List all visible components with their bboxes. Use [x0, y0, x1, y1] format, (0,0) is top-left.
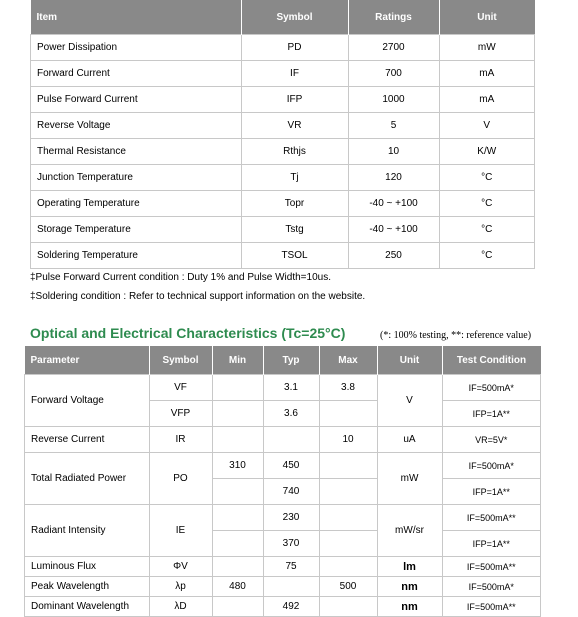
- cell-unit: mW/sr: [377, 505, 442, 557]
- cell-item: Pulse Forward Current: [31, 87, 242, 113]
- cell-typ: 230: [263, 505, 319, 531]
- optical-electrical-characteristics-table: [24, 346, 541, 617]
- cell-test-condition: IF=500mA*: [442, 577, 541, 597]
- cell-symbol: ΦV: [149, 557, 212, 577]
- cell-symbol: PO: [149, 453, 212, 505]
- cell-typ: 3.1: [263, 375, 319, 401]
- cell-max: [319, 479, 377, 505]
- cell-rating: -40 ~ +100: [348, 191, 439, 217]
- cell-test-condition: IF=500mA**: [442, 557, 541, 577]
- column-header-test-condition: Test Condition: [442, 346, 541, 375]
- cell-parameter: Luminous Flux: [25, 557, 150, 577]
- cell-typ: 3.6: [263, 401, 319, 427]
- cell-item: Thermal Resistance: [31, 139, 242, 165]
- cell-unit: nm: [377, 597, 442, 617]
- column-header-max: Max: [319, 346, 377, 375]
- cell-max: [319, 557, 377, 577]
- cell-parameter: Forward Voltage: [25, 375, 150, 427]
- cell-symbol: Rthjs: [241, 139, 348, 165]
- cell-rating: 2700: [348, 35, 439, 61]
- cell-item: Reverse Voltage: [31, 113, 242, 139]
- column-header-typ: Typ: [263, 346, 319, 375]
- column-header-ratings: Ratings: [348, 0, 439, 35]
- cell-typ: 370: [263, 531, 319, 557]
- cell-symbol: Topr: [241, 191, 348, 217]
- cell-test-condition: IF=500mA*: [442, 453, 541, 479]
- cell-symbol: λp: [149, 577, 212, 597]
- cell-typ: 450: [263, 453, 319, 479]
- cell-symbol: TSOL: [241, 243, 348, 269]
- column-header-unit: Unit: [377, 346, 442, 375]
- cell-item: Power Dissipation: [31, 35, 242, 61]
- cell-min: [212, 557, 263, 577]
- cell-unit: nm: [377, 577, 442, 597]
- cell-max: [319, 531, 377, 557]
- cell-symbol: VR: [241, 113, 348, 139]
- table-row: [31, 165, 535, 191]
- cell-symbol: PD: [241, 35, 348, 61]
- cell-min: [212, 427, 263, 453]
- cell-parameter: Reverse Current: [25, 427, 150, 453]
- cell-unit: lm: [377, 557, 442, 577]
- cell-max: [319, 505, 377, 531]
- cell-unit: °C: [439, 217, 535, 243]
- table-row: [31, 61, 535, 87]
- soldering-note: ‡Soldering condition : Refer to technical support information on the website.: [30, 291, 366, 302]
- cell-item: Soldering Temperature: [31, 243, 242, 269]
- table-row: [31, 191, 535, 217]
- cell-unit: °C: [439, 243, 535, 269]
- column-header-item: Item: [31, 0, 242, 35]
- cell-parameter: Total Radiated Power: [25, 453, 150, 505]
- cell-symbol: Tstg: [241, 217, 348, 243]
- cell-rating: 120: [348, 165, 439, 191]
- cell-item: Operating Temperature: [31, 191, 242, 217]
- column-header-symbol: Symbol: [149, 346, 212, 375]
- cell-parameter: Radiant Intensity: [25, 505, 150, 557]
- cell-rating: 250: [348, 243, 439, 269]
- table-row: [25, 375, 541, 401]
- testing-legend-note: (*: 100% testing, **: reference value): [380, 330, 532, 341]
- cell-typ: 75: [263, 557, 319, 577]
- pulse-current-note: ‡Pulse Forward Current condition : Duty 1% and Pulse Width=10us.: [30, 272, 331, 283]
- cell-test-condition: IFP=1A**: [442, 479, 541, 505]
- table-row: [31, 243, 535, 269]
- cell-typ: 492: [263, 597, 319, 617]
- cell-symbol: Tj: [241, 165, 348, 191]
- cell-symbol: λD: [149, 597, 212, 617]
- cell-typ: [263, 577, 319, 597]
- column-header-symbol: Symbol: [241, 0, 348, 35]
- cell-test-condition: IFP=1A**: [442, 531, 541, 557]
- absolute-maximum-ratings-table: [30, 0, 535, 269]
- cell-max: [319, 453, 377, 479]
- cell-min: 310: [212, 453, 263, 479]
- table-row: [31, 113, 535, 139]
- cell-test-condition: VR=5V*: [442, 427, 541, 453]
- cell-rating: 1000: [348, 87, 439, 113]
- cell-typ: 740: [263, 479, 319, 505]
- cell-test-condition: IF=500mA**: [442, 505, 541, 531]
- section-title: Optical and Electrical Characteristics (Tc=25°C): [30, 325, 346, 341]
- cell-parameter: Dominant Wavelength: [25, 597, 150, 617]
- cell-symbol: IFP: [241, 87, 348, 113]
- cell-typ: [263, 427, 319, 453]
- cell-symbol: VFP: [149, 401, 212, 427]
- cell-max: 500: [319, 577, 377, 597]
- cell-unit: K/W: [439, 139, 535, 165]
- cell-rating: 10: [348, 139, 439, 165]
- cell-parameter: Peak Wavelength: [25, 577, 150, 597]
- cell-unit: mA: [439, 61, 535, 87]
- cell-unit: °C: [439, 191, 535, 217]
- cell-max: 10: [319, 427, 377, 453]
- table-row: [25, 597, 541, 617]
- cell-unit: V: [377, 375, 442, 427]
- table-header-row: [31, 0, 535, 35]
- cell-symbol: IR: [149, 427, 212, 453]
- cell-max: 3.8: [319, 375, 377, 401]
- cell-test-condition: IFP=1A**: [442, 401, 541, 427]
- table-row: [25, 557, 541, 577]
- cell-unit: mW: [439, 35, 535, 61]
- table-row: [25, 577, 541, 597]
- cell-min: [212, 505, 263, 531]
- cell-max: [319, 401, 377, 427]
- cell-item: Storage Temperature: [31, 217, 242, 243]
- table-row: [25, 427, 541, 453]
- cell-min: 480: [212, 577, 263, 597]
- cell-unit: °C: [439, 165, 535, 191]
- table-row: [31, 139, 535, 165]
- cell-rating: 700: [348, 61, 439, 87]
- cell-item: Junction Temperature: [31, 165, 242, 191]
- cell-unit: mW: [377, 453, 442, 505]
- table-row: [31, 35, 535, 61]
- table-row: [31, 87, 535, 113]
- column-header-parameter: Parameter: [25, 346, 150, 375]
- cell-max: [319, 597, 377, 617]
- cell-min: [212, 531, 263, 557]
- table-row: [25, 453, 541, 479]
- table-header-row: [25, 346, 541, 375]
- table-row: [31, 217, 535, 243]
- column-header-min: Min: [212, 346, 263, 375]
- cell-test-condition: IF=500mA**: [442, 597, 541, 617]
- table-row: [25, 505, 541, 531]
- cell-min: [212, 375, 263, 401]
- cell-symbol: VF: [149, 375, 212, 401]
- cell-min: [212, 479, 263, 505]
- cell-rating: 5: [348, 113, 439, 139]
- column-header-unit: Unit: [439, 0, 535, 35]
- cell-item: Forward Current: [31, 61, 242, 87]
- cell-rating: -40 ~ +100: [348, 217, 439, 243]
- cell-min: [212, 401, 263, 427]
- cell-symbol: IF: [241, 61, 348, 87]
- cell-unit: uA: [377, 427, 442, 453]
- cell-symbol: IE: [149, 505, 212, 557]
- cell-min: [212, 597, 263, 617]
- cell-test-condition: IF=500mA*: [442, 375, 541, 401]
- cell-unit: mA: [439, 87, 535, 113]
- cell-unit: V: [439, 113, 535, 139]
